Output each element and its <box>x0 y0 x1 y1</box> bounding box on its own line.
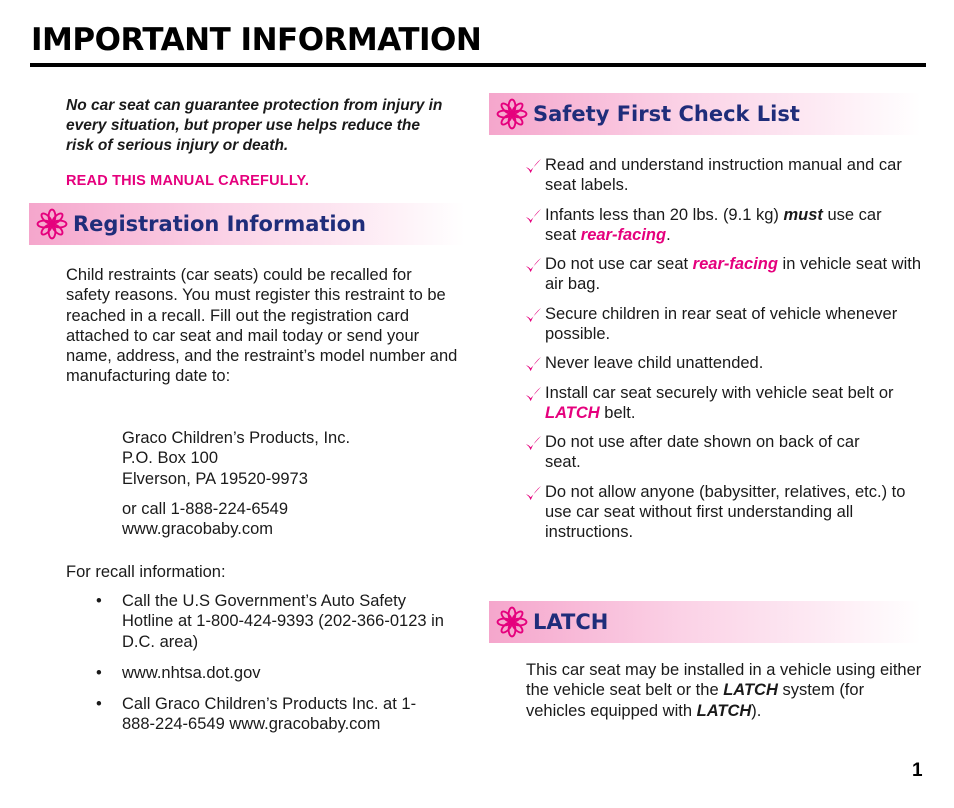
safety-section-header <box>489 93 921 135</box>
safety-heading: Safety First Check List <box>533 102 800 126</box>
checklist-text: Install car seat securely with vehicle seat belt or <box>545 383 894 402</box>
emphasis-text: must <box>783 205 823 224</box>
checkmark-icon <box>524 207 543 226</box>
bullet-icon: • <box>96 695 102 714</box>
mailing-address <box>122 428 452 489</box>
read-manual-notice: READ THIS MANUAL CAREFULLY. <box>66 173 310 189</box>
warning-text: No car seat can guarantee protection from injury in every situation, but proper use helps reduce the risk of serious injury or death. <box>66 97 443 154</box>
bullet-icon: • <box>96 663 102 682</box>
registration-section-header <box>29 203 465 245</box>
checklist-text: Secure children in rear seat of vehicle whenever possible. <box>545 304 898 343</box>
checkmark-icon <box>524 157 543 176</box>
latch-text-part: ). <box>751 701 762 720</box>
flower-icon <box>495 605 529 639</box>
checklist-text: Never leave child unattended. <box>545 354 764 372</box>
checkmark-icon <box>524 434 543 453</box>
latch-section-header <box>489 601 921 643</box>
checkmark-icon <box>524 385 543 404</box>
checkmark-icon <box>524 484 543 503</box>
flower-icon <box>35 207 69 241</box>
checklist-text: Read and understand instruction manual and car seat labels. <box>545 156 902 194</box>
address-line: Elverson, PA 19520-9973 <box>122 469 308 488</box>
registration-heading: Registration Information <box>73 212 366 236</box>
list-item <box>92 694 442 735</box>
flower-icon <box>495 97 529 131</box>
checklist-text: Do not use car seat <box>545 255 693 273</box>
checklist-text: Do not allow anyone (babysitter, relatives, etc.) to use car seat without first understanding all instructions. <box>545 482 906 541</box>
recall-label: For recall information: <box>66 563 226 581</box>
checklist-item <box>524 155 924 195</box>
checkmark-icon <box>524 355 543 374</box>
page-title: IMPORTANT INFORMATION <box>31 22 482 58</box>
checklist-item <box>524 254 924 294</box>
address-line: Graco Children’s Products, Inc. <box>122 429 351 447</box>
checklist-item <box>524 353 924 373</box>
safety-checklist <box>524 155 924 551</box>
website-link[interactable]: www.gracobaby.com <box>122 520 274 539</box>
highlight-text: rear-facing <box>692 255 778 273</box>
checklist-text: Do not use after date shown on back of car seat. <box>545 433 860 471</box>
list-item <box>92 663 462 683</box>
highlight-text: rear-facing <box>580 225 667 244</box>
checklist-text: belt. <box>599 403 636 422</box>
recall-list <box>92 591 462 746</box>
checkmark-icon <box>524 306 543 325</box>
checklist-item <box>524 432 895 472</box>
title-divider <box>30 63 926 67</box>
recall-item-text: Call the U.S Government’s Auto Safety Hotline at 1-800-424-9393 (202-366-0123 in D.C. area) <box>122 592 444 651</box>
contact-info <box>122 499 452 540</box>
latch-text-part: This car seat may be installed in a vehicle using either the vehicle seat belt or the <box>526 661 922 700</box>
call-line: or call 1-888-224-6549 <box>122 500 289 518</box>
checklist-item <box>524 304 924 344</box>
bullet-icon: • <box>96 592 102 610</box>
registration-intro: Child restraints (car seats) could be recalled for safety reasons. You must register this restraint to be reached in a recall. Fill out the registration card attached to car seat and mail today or send your name, address, and the restraint’s model number and manufacturing date to: <box>66 266 458 386</box>
page-number: 1 <box>912 760 923 781</box>
recall-item-text[interactable]: www.nhtsa.dot.gov <box>122 663 261 682</box>
checklist-item <box>524 205 905 245</box>
checklist-item <box>524 482 924 542</box>
checklist-text: use car seat <box>545 205 882 244</box>
latch-description <box>526 660 926 721</box>
address-line: P.O. Box 100 <box>122 449 219 468</box>
checklist-text: . <box>666 225 671 244</box>
latch-emphasis: LATCH <box>723 681 778 700</box>
checklist-text: in vehicle seat with air bag. <box>545 255 922 293</box>
checklist-item <box>524 383 924 423</box>
latch-heading: LATCH <box>533 610 609 634</box>
checklist-text: Infants less than 20 lbs. (9.1 kg) <box>545 205 784 224</box>
recall-item-text: Call Graco Children’s Products Inc. at 1-888-224-6549 www.gracobaby.com <box>122 695 417 734</box>
list-item <box>92 591 452 652</box>
checkmark-icon <box>524 256 543 275</box>
latch-text-part: system (for vehicles equipped with <box>526 681 865 720</box>
latch-emphasis: LATCH <box>696 701 752 720</box>
highlight-text: LATCH <box>545 403 600 422</box>
